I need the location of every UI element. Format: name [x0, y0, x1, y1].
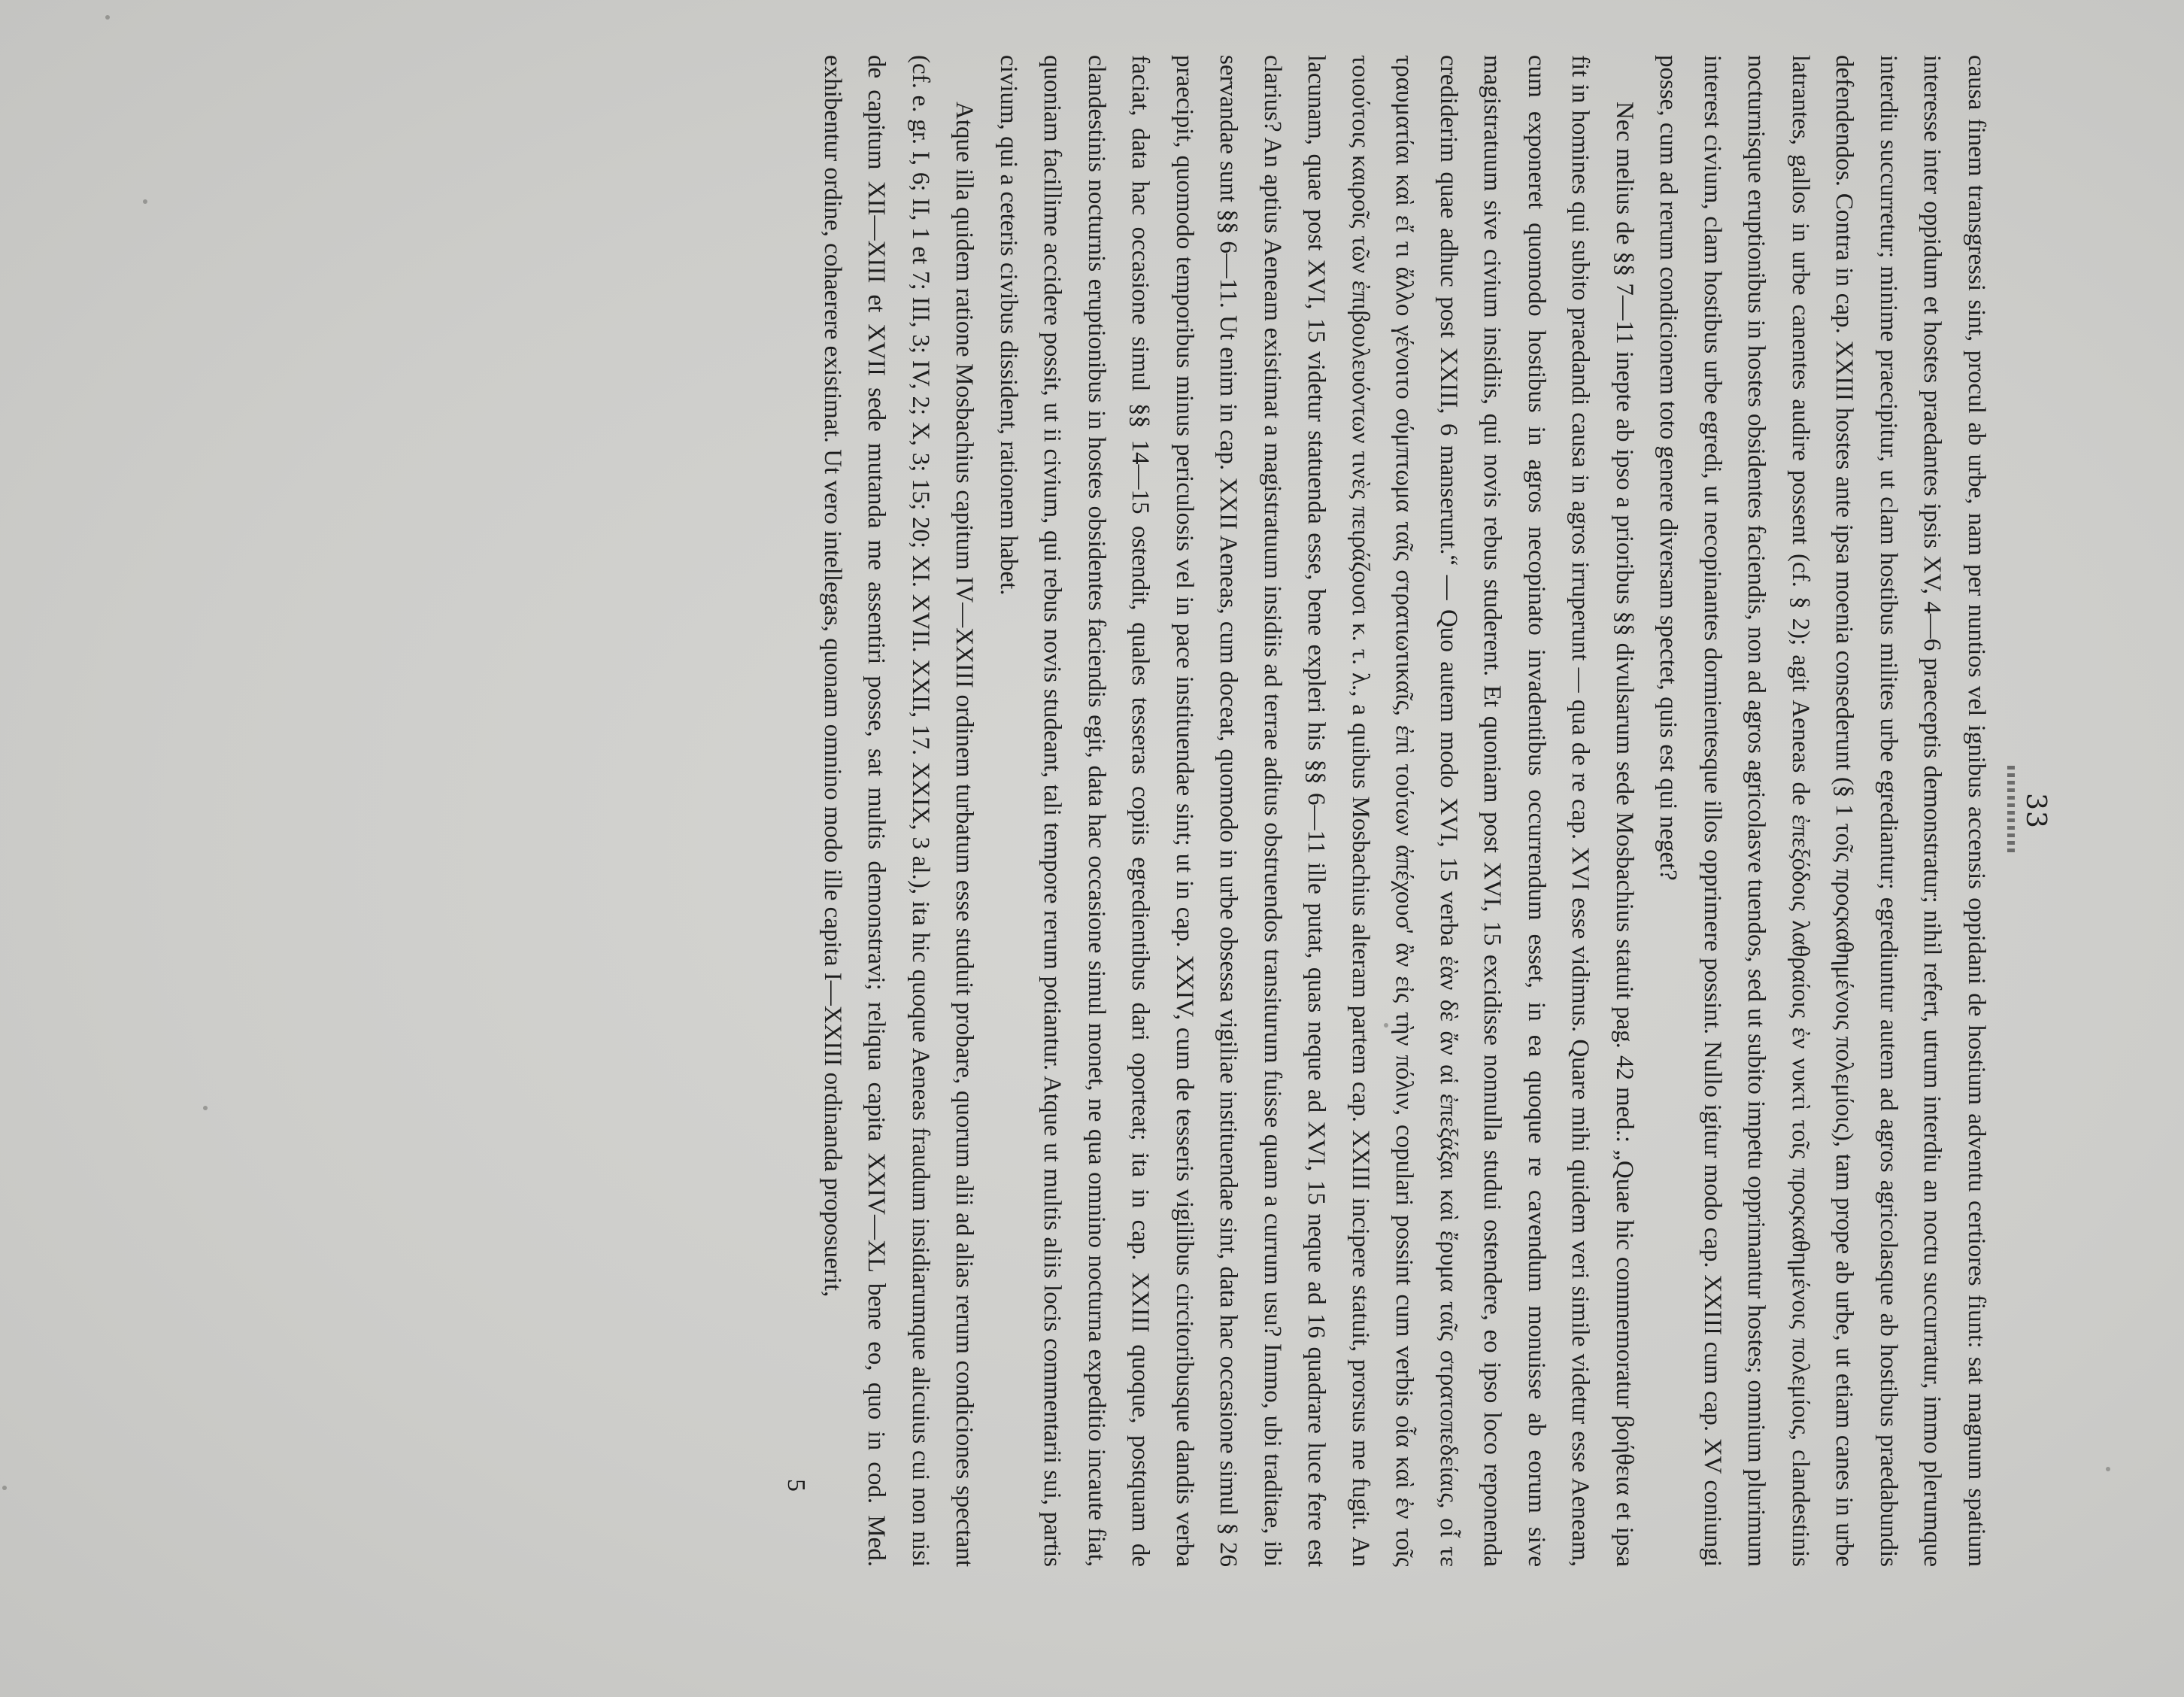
- body-text: [811, 40, 1999, 1582]
- paper-speck: [2106, 1467, 2110, 1471]
- paragraph: causa finem transgressi sint, procul ab urbe, nam per nuntios vel ignibus accensis oppidani de hostium adventu certiores fiunt: sat magnum spatium interesse inter oppidum et hostes praedantes ipsis XV, 4—6 praeceptis demonstratur; nihil refert, utrum interdiu an noctu succurratur, immo plerumque interdiu succurretur; minime praecipitur, ut clam hostibus milites urbe egrediantur; egrediuntur autem ad agros agricolasque ab hostibus praedabundis defendendos. Contra in cap. XXIII hostes ante ipsa moenia consederunt (§ 1 τοῖς προςκαθημένοις πολεμίοις), tam prope ab urbe, ut etiam canes in urbe latrantes, gallos in urbe canentes audire possent (cf. § 2); agit Aeneas de ἐπεξόδοις λαθραίοις ἐν νυκτὶ τοῖς προςκαθημένοις πολεμίοις, clandestinis nocturnisque eruptionibus in hostes obsidentes faciendis, non ad agros agricolasve tuendos, sed ut subito impetu opprimantur hostes; omnium plurimum interest civium, clam hostibus urbe egredi, ut necopinantes dormientesque illos opprimere possint. Nullo igitur modo cap. XXIII cum cap. XV coniungi posse, cum ad rerum condicionem toto genere diversam spectet, quis est qui neget?: [1655, 55, 1990, 1567]
- paragraph: Nec melius de §§ 7—11 inepte ab ipso a prioribus §§ divulsarum sede Mosbachius statuit pag. 42 med.: „Quae hic commemoratur βοήθεια et ipsa fit in homines qui subito praedandi causa in agros irruperunt — qua de re cap. XVI esse vidimus. Quare mihi quidem veri simile videtur esse Aeneam, cum exponeret quomodo hostibus in agros necopinato invadentibus occurrendum esset, in ea quoque re cavendum monuisse ab eorum sive magistratuum sive civium insidiis, qui novis rebus studerent. Et quoniam post XVI, 15 excidisse nonnulla studui ostendere, eo ipso loco reponenda crediderim quae adhuc post XXIII, 6 manserunt.“ — Quo autem modo XVI, 15 verba ἐὰν δὲ ἄν αἱ ἐπεξάξαι καὶ ἔρυμα ταῖς στρατοπεδείαις, οἷ τε τραυματίαι καὶ εἴ τι ἄλλο γένοιτο σύμπτωμα ταῖς στρατιωτικαῖς, ἐπὶ τούτων ἀπέχουσ' ἂν εἰς τὴν πόλιν, copulari possint cum verbis οἷα καὶ ἐν τοῖς τοιούτοις καιροῖς τῶν ἐπιβουλευόντων τινὲς πειράζουσι κ. τ. λ., a quibus Mosbachius alteram partem cap. XXIII incipere statuit, prorsus me fugit. An lacunam, quae post XVI, 15 videtur statuenda esse, bene expleri his §§ 6—11 ille putat, quas neque ad XVI, 15 neque ad 16 quadrare luce fere est clarius? An aptius Aeneam existimat a magistratuum insidiis ad terrae aditus obstruendos transiturum fuisse quam a currum usu? Immo, ubi traditae, ibi servandae sunt §§ 6—11. Ut enim in cap. XXII Aeneas, cum doceat, quomodo in urbe obsessa vigiliae instituendae sint, data hac occasione simul § 26 praecipit, quomodo temporibus minus periculosis vel in pace instituendae sint; ut in cap. XXIV, cum de tesseris vigilibus circitoribusque dandis verba faciat, data hac occasione simul §§ 14—15 ostendit, quales tesseras copiis egredientibus dari oporteat; ita in cap. XXIII quoque, postquam de clandestinis nocturnis eruptionibus in hostes obsidentes faciendis egit, data hac occasione simul monet, ne qua omnino nocturna expeditio incaute fiat, quoniam facillime accidere possit, ut ii civium, qui rebus novis studeant, tali tempore rerum potiantur. Atque ut multis aliis locis commentarii sui, partis civium, qui a ceteris civibus dissident, rationem habet.: [995, 55, 1638, 1567]
- paragraph: Atque illa quidem ratione Mosbachius capitum IV—XXIII ordinem turbatum esse studuit probare, quorum alii ad alias rerum condiciones spectant (cf. e. gr. I, 6; II, 1 et 7; III, 3; IV, 2; X, 3; 15; 20; XI. XVII. XXII, 17. XXIX, 3 al.), ita hic quoque Aeneas fraudum insidiarumque alicuius cui non nisi de capitum XII—XIII et XVII sede mutanda me assentiri posse, sat multis demonstravi; reliqua capita XXIV—XL bene eo, quo in cod. Med. exhibentur ordine, cohaerere existimat. Ut vero intellegas, quonam omnino modo ille capita I—XXIII ordinanda proposuerit,: [819, 55, 978, 1567]
- paper-speck: [2, 1486, 7, 1490]
- page-number: 33: [2020, 793, 2051, 829]
- header-ornament-rule: [2007, 766, 2015, 856]
- page-header: [1998, 40, 2051, 1582]
- paper-speck: [105, 15, 110, 20]
- printer-signature-mark: 5: [782, 1479, 811, 1492]
- rotated-document-page: [96, 40, 2051, 1582]
